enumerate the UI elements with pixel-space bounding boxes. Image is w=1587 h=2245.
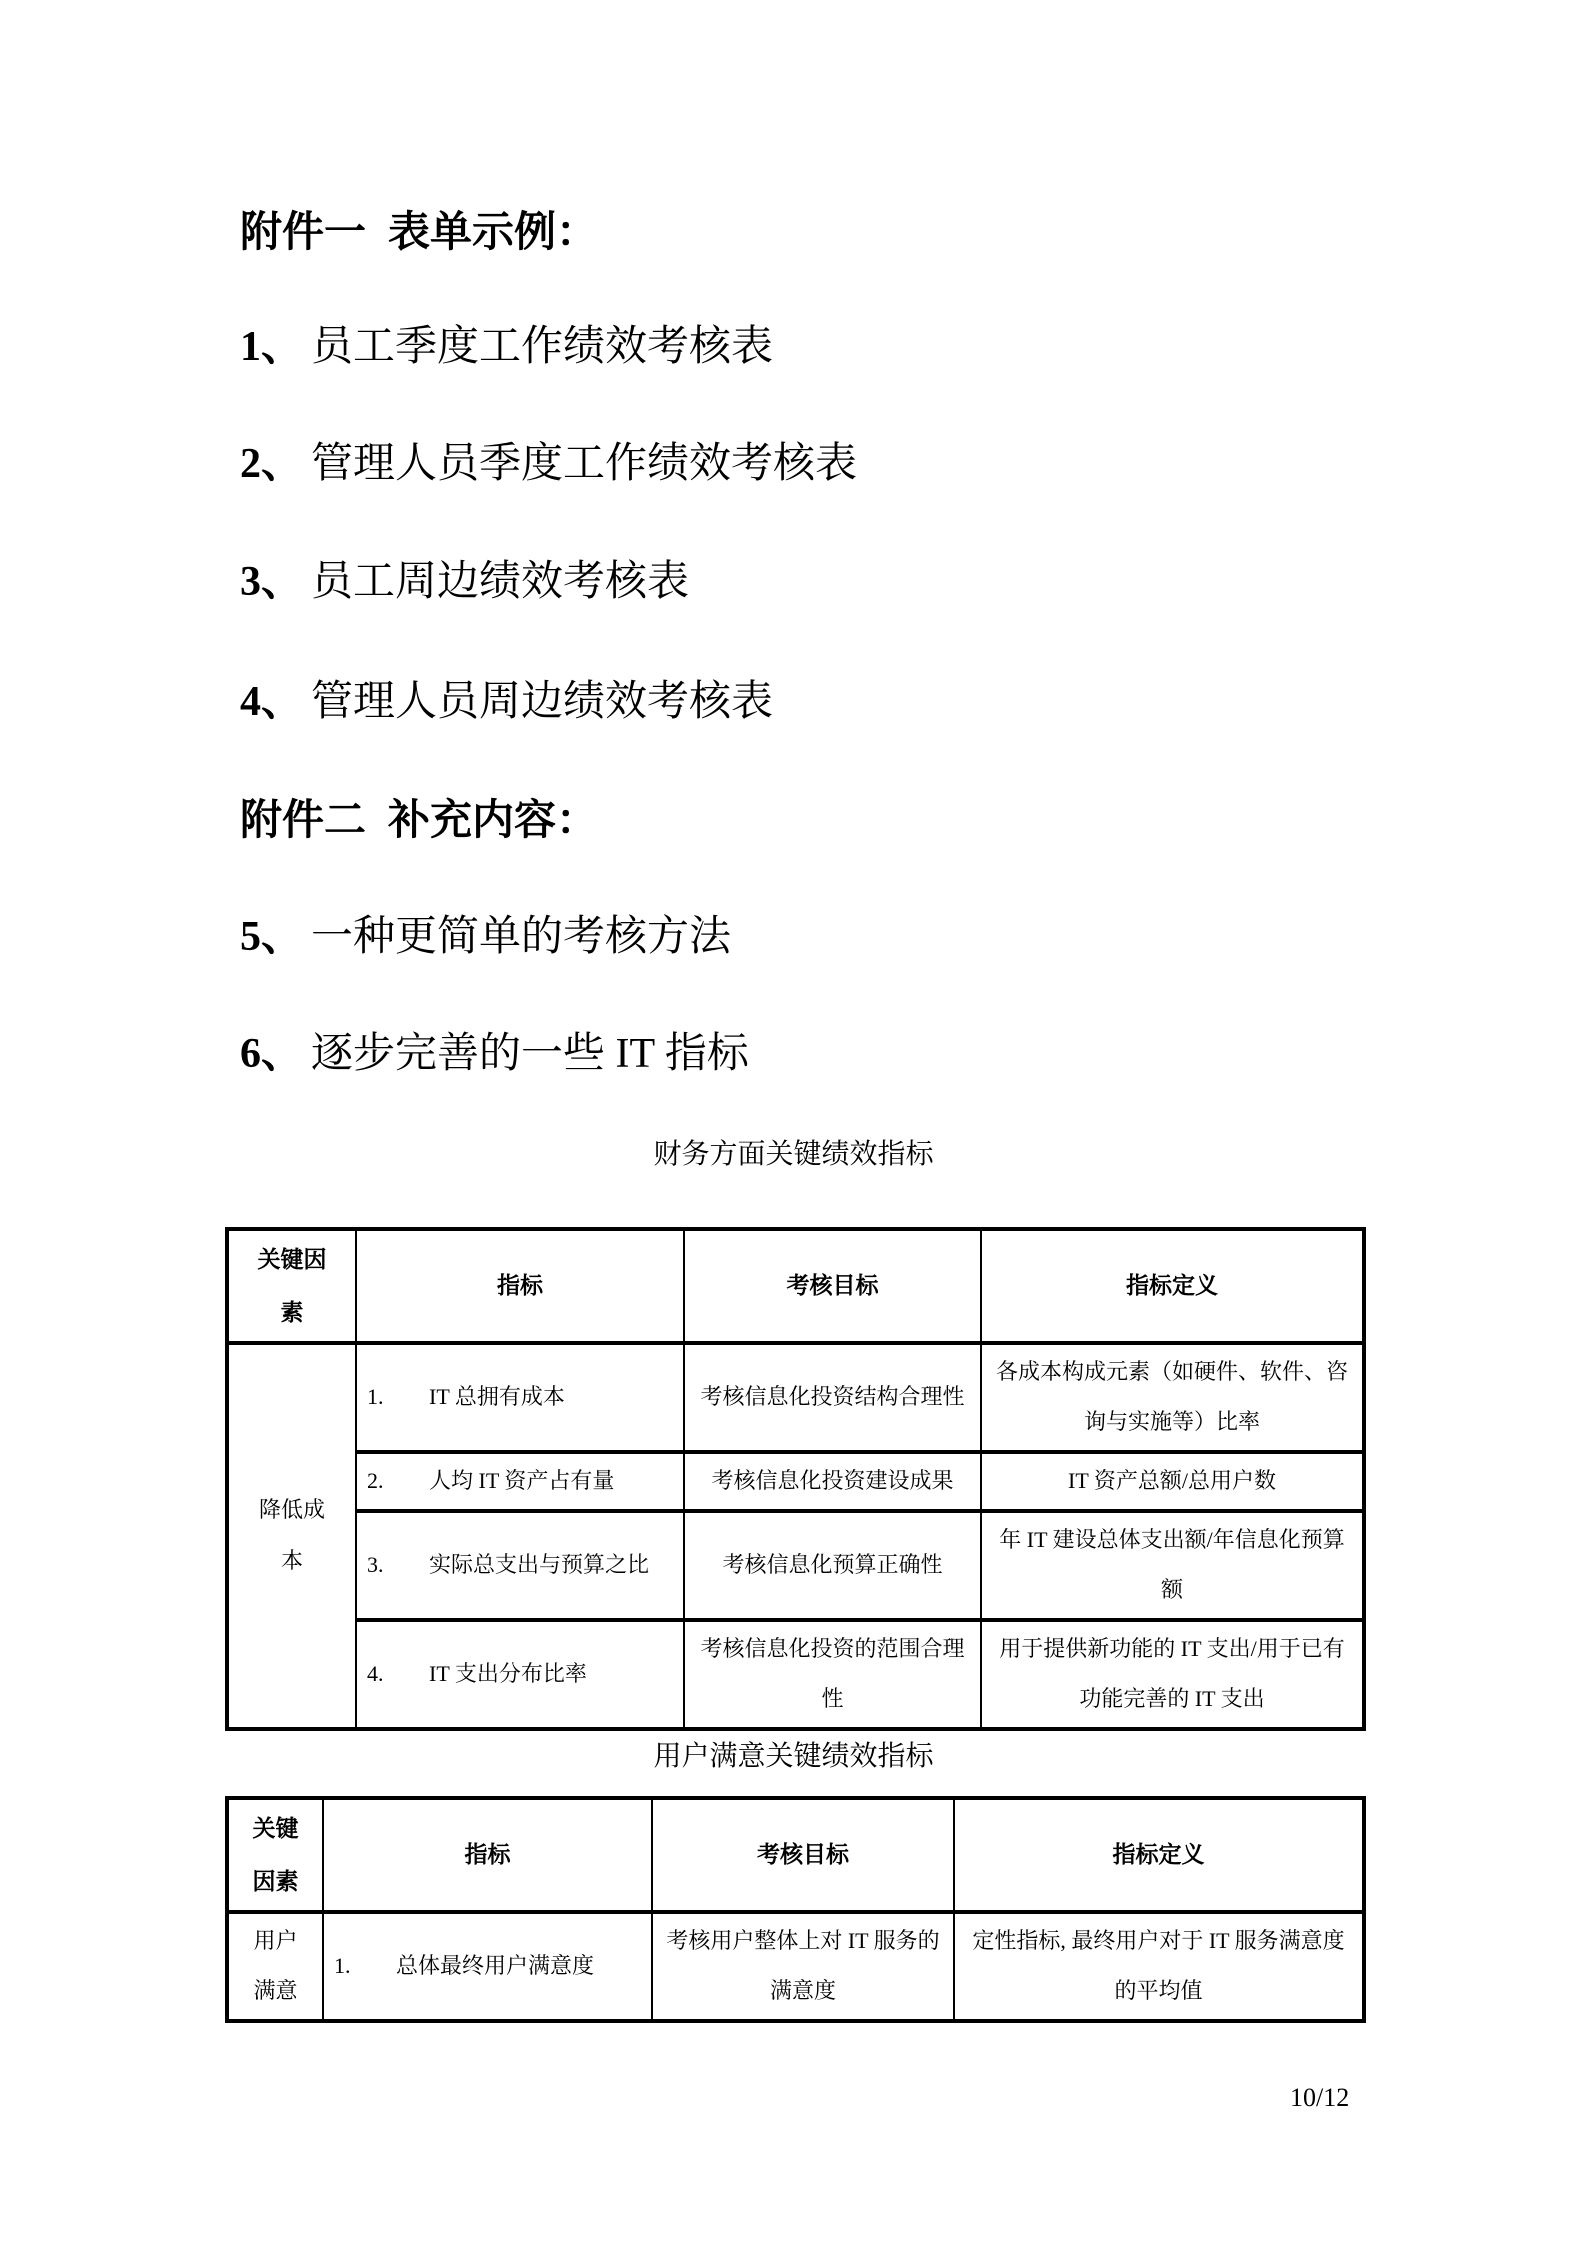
header-key-factor-line: 关键 [252, 1815, 299, 1841]
indicator-number: 1. [367, 1384, 384, 1410]
group-label-cell [227, 1343, 356, 1729]
list-item-4 [240, 678, 773, 726]
user-satisfaction-kpi-table [225, 1796, 1366, 2023]
list-item-text: 管理人员周边绩效考核表 [311, 679, 774, 725]
table-row [227, 1452, 1364, 1511]
header-goal: 考核目标 [652, 1798, 954, 1912]
attachment-one-heading [240, 208, 598, 256]
header-definition: 指标定义 [981, 1229, 1364, 1343]
indicator-text: 实际总支出与预算之比 [429, 1551, 650, 1577]
goal-cell: 考核信息化投资结构合理性 [684, 1343, 981, 1452]
group-label-line: 用户 [253, 1927, 298, 1953]
indicator-cell [356, 1452, 684, 1511]
list-item-text: 一种更简单的考核方法 [311, 914, 732, 960]
list-item-text: 管理人员季度工作绩效考核表 [311, 441, 858, 487]
attachment-one-title: 表单示例： [388, 208, 599, 255]
list-item-text: 员工周边绩效考核表 [311, 559, 690, 605]
list-item-number: 1、 [240, 324, 304, 370]
indicator-cell [356, 1620, 684, 1729]
group-label-line: 满意 [253, 1978, 298, 2004]
list-item-5 [240, 913, 731, 961]
table-header-row [227, 1229, 1364, 1343]
header-indicator: 指标 [323, 1798, 652, 1912]
list-item-number: 6、 [240, 1031, 304, 1077]
header-key-factor [227, 1229, 356, 1343]
list-item-6 [240, 1030, 749, 1078]
indicator-text: IT 支出分布比率 [429, 1661, 587, 1687]
user-table-title: 用户满意关键绩效指标 [653, 1741, 934, 1772]
definition-cell: IT 资产总额/总用户数 [981, 1452, 1364, 1511]
indicator-number: 2. [367, 1467, 384, 1493]
attachment-two-heading [240, 796, 598, 844]
group-label-line: 本 [280, 1547, 303, 1573]
header-key-factor-line: 素 [280, 1298, 304, 1325]
list-item-number: 5、 [240, 914, 304, 960]
attachment-one-label: 附件一 [240, 208, 367, 255]
list-item-2 [240, 440, 857, 488]
list-item-1 [240, 323, 773, 371]
financial-table-title: 财务方面关键绩效指标 [653, 1139, 934, 1170]
table-header-row [227, 1798, 1364, 1912]
list-item-number: 2、 [240, 441, 304, 487]
header-key-factor-line: 因素 [252, 1867, 299, 1894]
indicator-cell [356, 1343, 684, 1452]
list-item-3 [240, 558, 689, 606]
indicator-cell [323, 1912, 652, 2021]
definition-cell: 定性指标, 最终用户对于 IT 服务满意度的平均值 [954, 1912, 1364, 2021]
list-item-number: 4、 [240, 679, 304, 725]
definition-cell: 年 IT 建设总体支出额/年信息化预算额 [981, 1511, 1364, 1620]
goal-cell: 考核信息化投资建设成果 [684, 1452, 981, 1511]
indicator-text: IT 总拥有成本 [429, 1384, 565, 1410]
goal-cell: 考核信息化预算正确性 [684, 1511, 981, 1620]
table-row [227, 1511, 1364, 1620]
table-row [227, 1620, 1364, 1729]
indicator-number: 3. [367, 1551, 384, 1577]
list-item-number: 3、 [240, 559, 304, 605]
header-indicator: 指标 [356, 1229, 684, 1343]
header-key-factor [227, 1798, 323, 1912]
goal-cell: 考核用户整体上对 IT 服务的满意度 [652, 1912, 954, 2021]
page-number: 10/12 [1290, 2083, 1350, 2112]
indicator-text: 总体最终用户满意度 [396, 1953, 595, 1979]
header-key-factor-line: 关键因 [257, 1246, 327, 1272]
table-row [227, 1912, 1364, 2021]
attachment-two-label: 附件二 [240, 796, 367, 843]
indicator-number: 4. [367, 1661, 384, 1687]
attachment-two-title: 补充内容： [388, 796, 599, 843]
table-row [227, 1343, 1364, 1452]
definition-cell: 用于提供新功能的 IT 支出/用于已有功能完善的 IT 支出 [981, 1620, 1364, 1729]
header-definition: 指标定义 [954, 1798, 1364, 1912]
indicator-text: 人均 IT 资产占有量 [429, 1467, 615, 1493]
list-item-text: 员工季度工作绩效考核表 [311, 324, 774, 370]
group-label-line: 降低成 [258, 1497, 325, 1523]
indicator-number: 1. [334, 1953, 351, 1979]
financial-kpi-table [225, 1227, 1366, 1731]
group-label-cell [227, 1912, 323, 2021]
indicator-cell [356, 1511, 684, 1620]
definition-cell: 各成本构成元素（如硬件、软件、咨询与实施等）比率 [981, 1343, 1364, 1452]
list-item-text: 逐步完善的一些 IT 指标 [311, 1031, 749, 1077]
header-goal: 考核目标 [684, 1229, 981, 1343]
goal-cell: 考核信息化投资的范围合理性 [684, 1620, 981, 1729]
